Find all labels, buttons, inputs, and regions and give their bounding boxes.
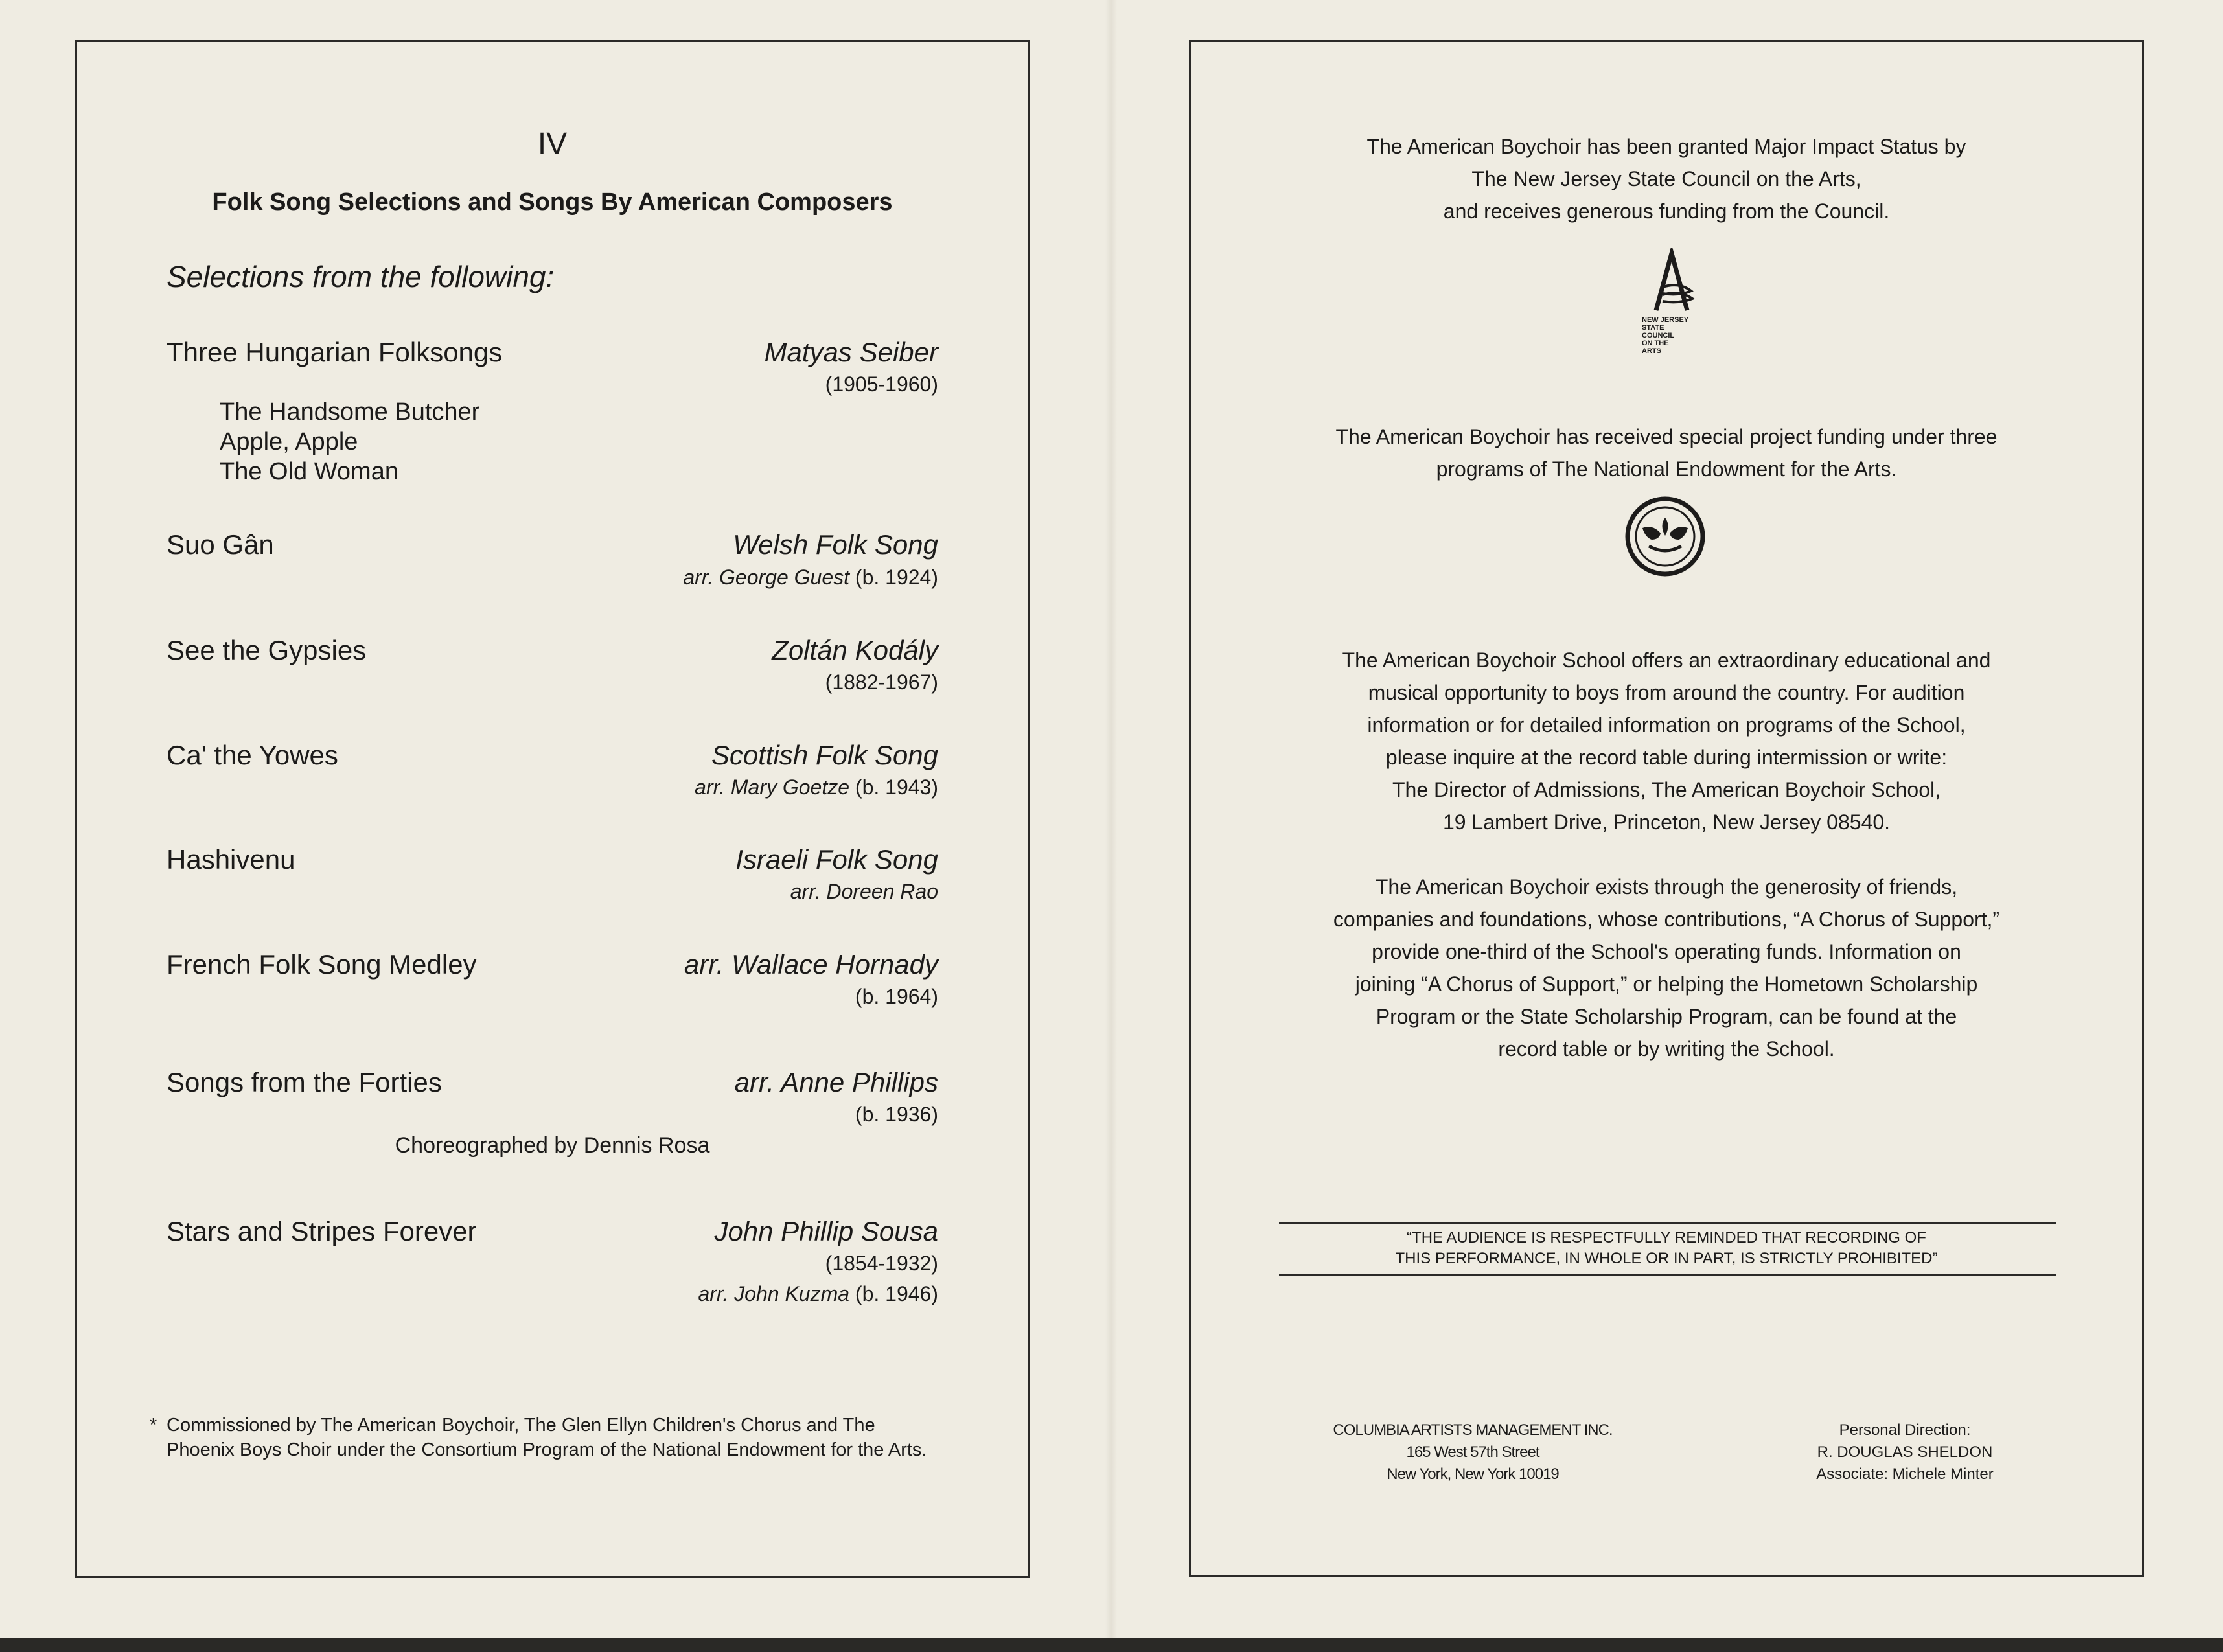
arranger-line: arr. Doreen Rao [790,880,938,903]
sub-song-item: The Old Woman [220,458,398,485]
program-right-panel [1189,40,2144,1577]
composer-dates: (b. 1936) [855,1103,938,1126]
section-title: Folk Song Selections and Songs By American Composers [212,189,893,216]
page-fold [1105,0,1117,1638]
nj-council-paragraph: The American Boychoir has been granted Major Impact Status by The New Jersey State Council on the Arts, and receives generous funding from the Council. [1366,135,1966,223]
footnote-asterisk: * [150,1415,157,1436]
program-left-panel [75,40,1030,1578]
composer-dates: (b. 1964) [855,985,938,1008]
song-title: Songs from the Forties [167,1067,442,1097]
nj-state-council-logo-icon: NEW JERSEY STATE COUNCIL ON THE ARTS [1639,248,1704,365]
notice-top-rule [1279,1222,2056,1224]
song-composer: Israeli Folk Song [735,844,938,875]
composer-dates: (1882-1967) [825,671,938,694]
sub-song-item: The Handsome Butcher [220,398,480,426]
song-composer: arr. Anne Phillips [734,1067,938,1097]
song-composer: Zoltán Kodály [772,635,938,665]
arranger-line: arr. John Kuzma (b. 1946) [698,1282,938,1305]
song-title: Three Hungarian Folksongs [167,337,503,367]
scan-edge [0,1638,2223,1652]
song-title: Ca' the Yowes [167,740,338,770]
personal-direction: Personal Direction: R. DOUGLAS SHELDON Associate: Michele Minter [1816,1421,1994,1483]
school-info-paragraph: The American Boychoir School offers an extraordinary educational and musical opportunity to boys from around the country. For audition information or for detailed information on programs of the School, please inquire at the record table during intermission or write: The Director of Admissions, The American Boychoir School, 19 Lambert Drive, Princeton, New Jersey 08540. [1342,648,1991,834]
sub-song-item: Apple, Apple [220,428,358,455]
composer-dates: (1854-1932) [825,1252,938,1275]
song-composer: arr. Wallace Hornady [684,949,938,980]
support-paragraph: The American Boychoir exists through the generosity of friends, companies and foundations, whose contributions, “A Chorus of Support,” provide one-third of the School's operating funds. Information on joining “A Chorus of Support,” or helping the Hometown Scholarship Program or the State Scholarship Program, can be found at the record table or by writing the School. [1333,875,2000,1061]
song-composer: Matyas Seiber [764,337,938,367]
song-composer: Scottish Folk Song [711,740,938,770]
song-composer: Welsh Folk Song [733,529,938,560]
recording-notice: “THE AUDIENCE IS RESPECTFULLY REMINDED THAT RECORDING OF THIS PERFORMANCE, IN WHOLE OR IN PART, IS STRICTLY PROHIBITED” [1395,1229,1938,1267]
nea-paragraph: The American Boychoir has received special project funding under three programs of The National Endowment for the Arts. [1335,425,1998,481]
arranger-line: arr. Mary Goetze (b. 1943) [695,775,938,799]
arranger-line: arr. George Guest (b. 1924) [683,566,938,589]
song-title: Suo Gân [167,529,274,560]
choreographer-note: Choreographed by Dennis Rosa [395,1133,710,1158]
nea-seal-icon [1623,494,1707,579]
song-title: See the Gypsies [167,635,367,665]
notice-bottom-rule [1279,1274,2056,1276]
song-composer: John Phillip Sousa [714,1216,938,1246]
selections-intro: Selections from the following: [167,260,555,293]
footnote-text: Commissioned by The American Boychoir, The Glen Ellyn Children's Chorus and The Phoenix Boys Choir under the Consortium Program of the National Endowment for the Arts. [167,1415,927,1460]
composer-dates: (1905-1960) [825,373,938,396]
song-title: Stars and Stripes Forever [167,1216,477,1246]
commission-footnote [150,1413,944,1462]
song-title: French Folk Song Medley [167,949,477,980]
management-address: COLUMBIA ARTISTS MANAGEMENT INC. 165 West 57th Street New York, New York 10019 [1333,1421,1613,1483]
movement-number: IV [537,127,568,161]
song-title: Hashivenu [167,844,295,875]
